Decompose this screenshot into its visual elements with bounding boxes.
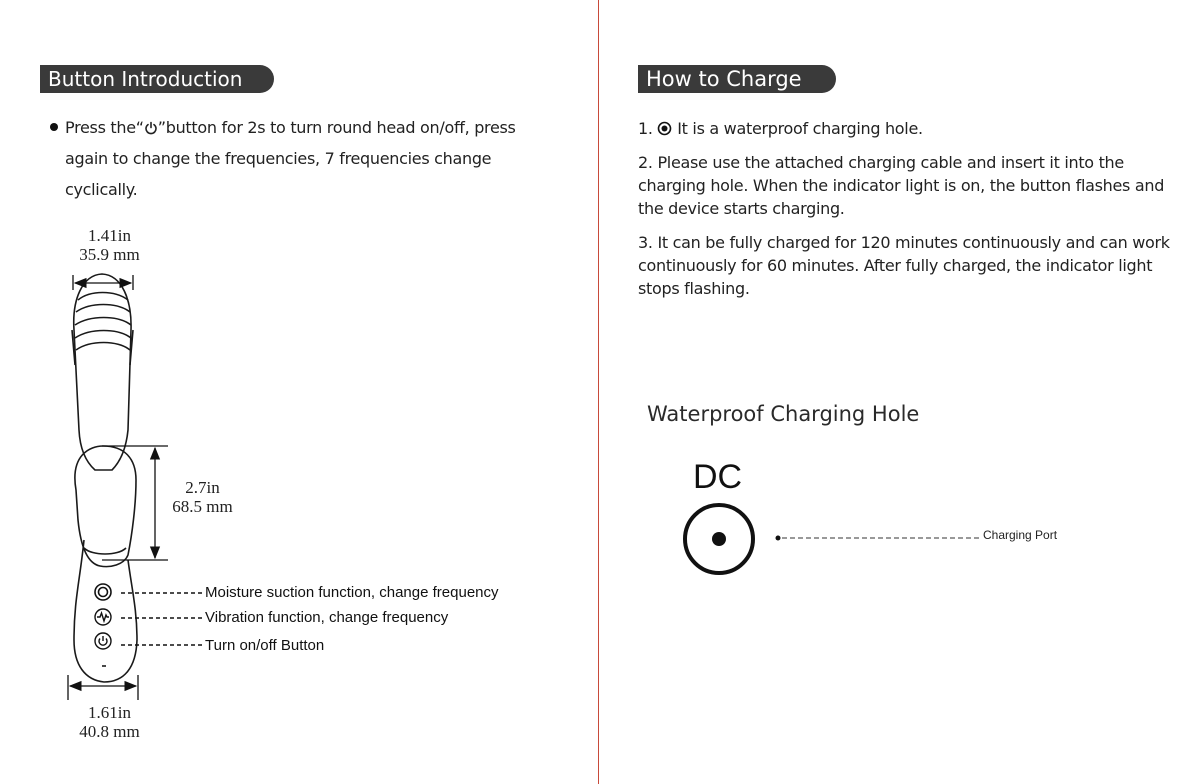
charging-steps: [638, 117, 1178, 311]
charging-hole-icon: [657, 121, 672, 136]
suction-callout: Moisture suction function, change frequency: [205, 584, 499, 601]
vibration-callout: Vibration function, change frequency: [205, 609, 449, 626]
top-width-dimension: [62, 226, 157, 264]
vibration-button-icon: [95, 609, 111, 625]
dimension-lines: [68, 275, 168, 700]
head-length-mm: 68.5 mm: [172, 497, 233, 516]
step-2: 2. Please use the attached charging cable and insert it into the charging hole. When the indicator light is on, the button flashes and the device starts charging.: [638, 153, 1165, 218]
bottom-width-mm: 40.8 mm: [79, 722, 140, 741]
waterproof-hole-title: Waterproof Charging Hole: [647, 402, 920, 426]
head-length-dimension: [160, 478, 245, 516]
step-1-text: It is a waterproof charging hole.: [672, 119, 923, 138]
instruction-prefix: Press the“: [65, 118, 144, 137]
bottom-width-dimension: [62, 703, 157, 741]
power-button-icon: [95, 633, 111, 649]
step-1: [638, 117, 1178, 140]
charging-port-center: [712, 532, 726, 546]
bottom-width-inches: 1.61in: [88, 703, 131, 722]
charging-port-icon: [685, 505, 753, 573]
top-width-inches: 1.41in: [88, 226, 131, 245]
head-length-inches: 2.7in: [185, 478, 220, 497]
button-introduction-heading: Button Introduction: [40, 65, 274, 93]
instruction-suffix: ”button for 2s to turn round head on/off, press again to change the frequencies, 7 frequencies change cyclically.: [65, 118, 516, 199]
how-to-charge-heading: How to Charge: [638, 65, 836, 93]
step-1-number: 1.: [638, 119, 658, 138]
power-callout: Turn on/off Button: [205, 637, 325, 654]
leader-dot: [776, 536, 781, 541]
step-3: 3. It can be fully charged for 120 minutes continuously and can work continuously for 60 minutes. After fully charged, the indicator light stops flashing.: [638, 233, 1170, 298]
suction-button-icon: [95, 584, 111, 600]
dc-label: DC: [693, 458, 743, 496]
top-width-mm: 35.9 mm: [79, 245, 140, 264]
charging-port-label: Charging Port: [983, 528, 1058, 542]
